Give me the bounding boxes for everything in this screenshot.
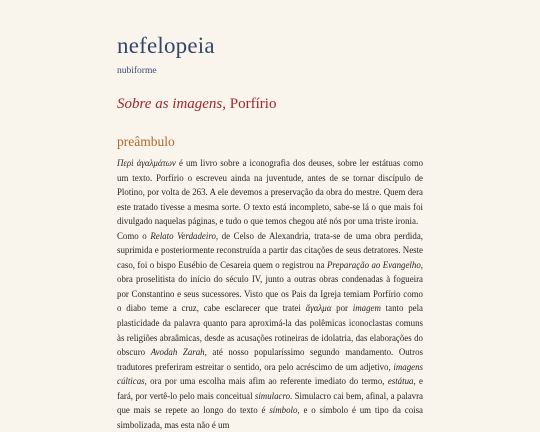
post-title[interactable] [117, 96, 276, 113]
text-run: , até nosso popularíssimo segundo mandamento. Outros tradutores preferiram estreitar o sentido, ora pelo acréscimo de um adjetivo, [117, 347, 423, 372]
italic-text: símbolo [269, 405, 298, 416]
post-title-author: Porfírio [229, 96, 277, 112]
site-tagline: nubiforme [117, 66, 157, 76]
section-heading: preâmbulo [117, 134, 175, 149]
italic-text: estátua [387, 376, 414, 387]
italic-text: Preparação ao Evangelho [326, 259, 421, 270]
text-run: tanto pela plasticidade da palavra quanto para aproximá-la das polêmicas iconoclastas comuns às religiões abraâmicas, desde as acusações rotineiras de idolatria, das elaborações do obscuro [117, 303, 423, 358]
italic-text: imagens cúlticas [117, 361, 423, 387]
paragraph [117, 229, 423, 432]
italic-text: Avodah Zarah [150, 347, 205, 358]
text-run: . Simulacro cai bem, afinal, a palavra que mais se repete ao longo do texto é [117, 390, 423, 416]
text-run: , ora por uma escolha mais afim ao referente imediato do termo, [144, 376, 388, 387]
text-run: , obra proselitista do início do século IV, junto a outras obras condenadas à fogueira por Constantino e seus sucessores. Visto que os Pais da Igreja temiam Porfírio como o diabo teme a cruz, cabe esclarecer que tratei [117, 259, 423, 314]
paragraph [117, 156, 423, 229]
text-run: , de Celso de Alexandria, trata-se de uma obra perdida, suprimida e posteriormente reconstruída a partir das citações de seus detratores. Neste caso, foi o bispo Eusébio de Cesareia quem o registrou na [117, 230, 423, 270]
post-title-work: Sobre as imagens [117, 96, 223, 112]
post-title-separator: , [222, 96, 230, 112]
italic-text: ἄγαλμα [305, 303, 332, 314]
text-run: por [331, 303, 353, 314]
text-run: Como o [117, 230, 151, 241]
italic-text: Relato Verdadeiro [150, 230, 216, 241]
site-title[interactable]: nefelopeia [117, 33, 215, 58]
article-body [117, 156, 423, 432]
italic-text: Περὶ ἀγαλμάτων [117, 158, 176, 168]
text-run: , e o símbolo é um tipo da coisa simbolizada, mas esta não é um [117, 405, 423, 430]
italic-text: simulacro [254, 390, 291, 401]
italic-text: imagem [352, 303, 381, 314]
text-run: , e fará, por vertê-lo pelo mais conceitual [117, 376, 423, 401]
text-run: é um livro sobre a iconografia dos deuses, sobre ler estátuas como um texto. Porfírio o escreveu ainda na juventude, antes de se tornar discípulo de Plotino, por volta de 263. A ele devemos a preservação da obra do mestre. Quem dera este tratado tivesse a mesma sorte. O texto está incompleto, sabe-se lá o que mais foi divulgado naquelas páginas, e tudo o que temos chegou até nós por uma triste ironia. [117, 158, 424, 227]
